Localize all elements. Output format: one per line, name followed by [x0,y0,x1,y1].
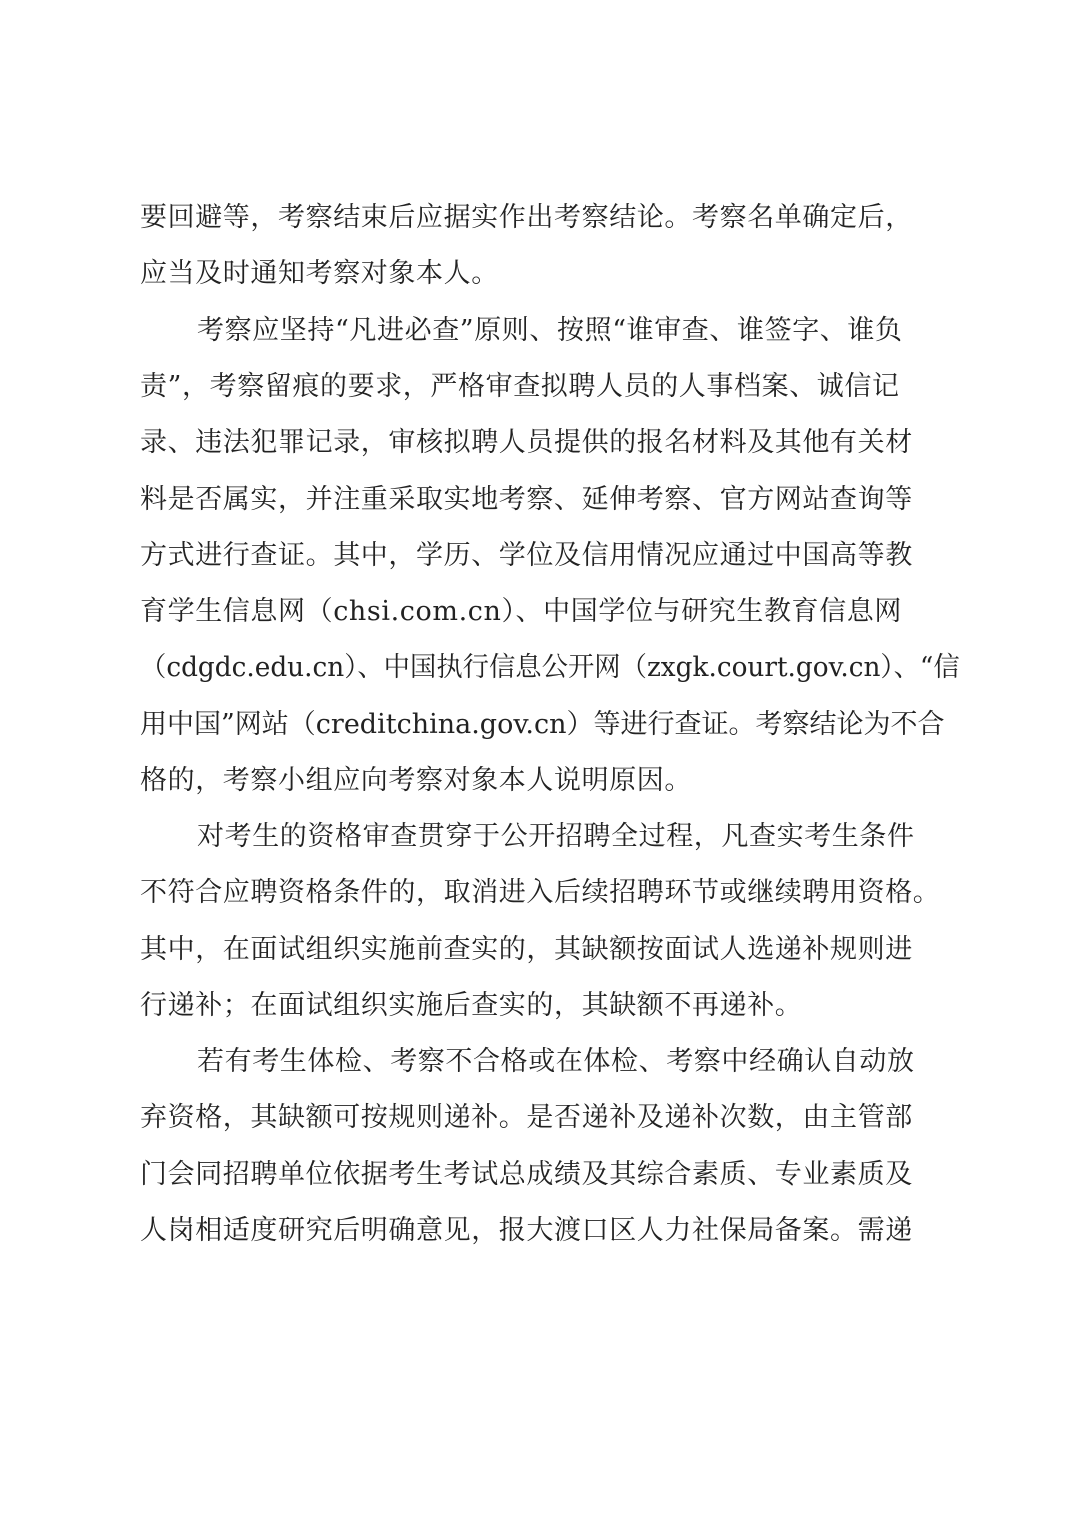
paragraph-start-line: 考察应坚持“凡进必查”原则、按照“谁审查、谁签字、谁负 [197,315,903,346]
text-line: 其中，在面试组织实施前查实的，其缺额按面试人选递补规则进 [140,934,913,965]
text-line: 用中国”网站（creditchina.gov.cn）等进行查证。考察结论为不合 [140,709,945,740]
text-line: 应当及时通知考察对象本人。 [140,258,499,289]
text-line: 录、违法犯罪记录，审核拟聘人员提供的报名材料及其他有关材 [140,427,913,458]
text-line: 行递补；在面试组织实施后查实的，其缺额不再递补。 [140,990,803,1021]
text-line: 门会同招聘单位依据考生考试总成绩及其综合素质、专业素质及 [140,1159,913,1190]
text-line: 弃资格，其缺额可按规则递补。是否递补及递补次数，由主管部 [140,1102,913,1133]
text-line: 要回避等，考察结束后应据实作出考察结论。考察名单确定后， [140,202,913,233]
paragraph-start-line: 对考生的资格审查贯穿于公开招聘全过程，凡查实考生条件 [197,821,915,852]
text-line: 责”，考察留痕的要求，严格审查拟聘人员的人事档案、诚信记 [140,371,900,402]
text-line: 方式进行查证。其中，学历、学位及信用情况应通过中国高等教 [140,540,913,571]
text-line: 不符合应聘资格条件的，取消进入后续招聘环节或继续聘用资格。 [140,877,941,908]
paragraph-start-line: 若有考生体检、考察不合格或在体检、考察中经确认自动放 [197,1046,915,1077]
text-line: （cdgdc.edu.cn）、中国执行信息公开网（zxgk.court.gov.cn）、“信 [140,652,960,683]
text-line: 人岗相适度研究后明确意见，报大渡口区人力社保局备案。需递 [140,1215,913,1246]
text-line: 料是否属实，并注重采取实地考察、延伸考察、官方网站查询等 [140,484,913,515]
text-line: 育学生信息网（chsi.com.cn）、中国学位与研究生教育信息网 [140,596,902,627]
text-line: 格的，考察小组应向考察对象本人说明原因。 [140,765,692,796]
